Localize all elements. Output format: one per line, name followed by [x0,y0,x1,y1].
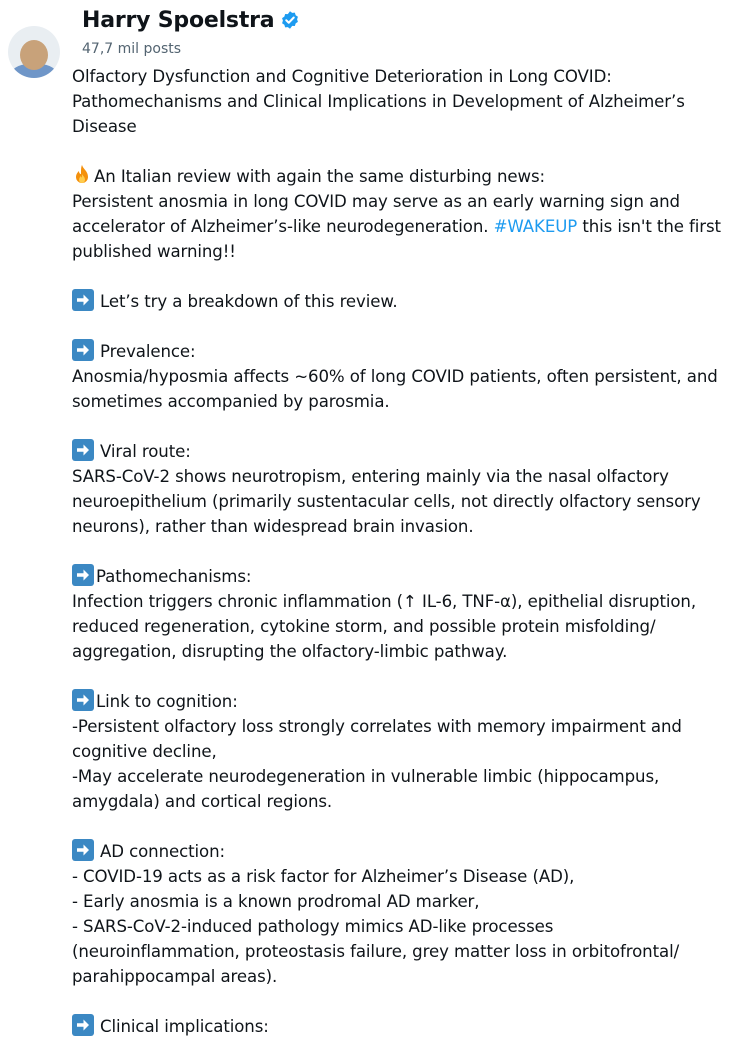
section-line: - SARS-CoV-2-induced pathology mimics AD-like processes [72,917,554,936]
section-line: aggregation, disrupting the olfactory-limbic pathway. [72,642,508,661]
section-heading-text: Prevalence: [100,342,196,361]
section-line: reduced regeneration, cytokine storm, and possible protein misfolding/ [72,617,656,636]
intro-line: published warning!! [72,242,236,261]
section-line: -May accelerate neurodegeneration in vulnerable limbic (hippocampus, [72,767,660,786]
post-title-line: Olfactory Dysfunction and Cognitive Deterioration in Long COVID: [72,67,612,86]
section-line: neurons), rather than widespread brain invasion. [72,517,474,536]
arrow-right-icon [72,839,94,861]
post-title-line: Pathomechanisms and Clinical Implications in Development of Alzheimer’s [72,92,685,111]
section-heading-text: Clinical implications: [100,1017,269,1036]
section-line: neuroepithelium (primarily sustentacular cells, not directly olfactory sensory [72,492,701,511]
post-intro [72,164,742,264]
section-line: -Persistent olfactory loss strongly correlates with memory impairment and [72,717,682,736]
section-heading-text: Viral route: [100,442,191,461]
verified-badge-icon[interactable] [280,10,300,30]
section-heading [72,339,742,364]
arrow-right-icon [72,439,94,461]
arrow-right-icon [72,564,94,586]
intro-line-text: accelerator of Alzheimer’s-like neurodegeneration. [72,217,494,236]
breakdown-paragraph [72,289,742,314]
section-pathomechanisms [72,564,742,664]
profile-header [0,0,754,66]
section-prevalence [72,339,742,414]
section-ad-connection [72,839,742,989]
intro-line [72,214,742,239]
arrow-right-icon [72,689,94,711]
intro-line-text: this isn't the first [577,217,721,236]
profile-name[interactable]: Harry Spoelstra [82,7,275,33]
section-heading-text: Pathomechanisms: [96,567,252,586]
section-line: - Early anosmia is a known prodromal AD marker, [72,892,480,911]
section-line: cognitive decline, [72,742,217,761]
section-clinical-implications [72,1014,742,1039]
section-line: - COVID-19 acts as a risk factor for Alzheimer’s Disease (AD), [72,867,575,886]
section-line: amygdala) and cortical regions. [72,792,333,811]
hashtag-link[interactable]: #WAKEUP [493,217,578,236]
breakdown-line [72,289,742,314]
section-line: parahippocampal areas). [72,967,278,986]
avatar-face [20,40,48,70]
section-line: SARS-CoV-2 shows neurotropism, entering mainly via the nasal olfactory [72,467,669,486]
arrow-right-icon [72,289,94,311]
intro-line-text: An Italian review with again the same disturbing news: [94,167,546,186]
section-line: sometimes accompanied by parosmia. [72,392,390,411]
post-title [72,64,742,139]
section-heading-text: AD connection: [100,842,226,861]
section-heading-text: Link to cognition: [96,692,238,711]
post-title-line: Disease [72,117,137,136]
section-viral-route [72,439,742,539]
section-heading [72,439,742,464]
section-heading [72,689,742,714]
breakdown-text: Let’s try a breakdown of this review. [100,292,398,311]
intro-line [72,164,742,189]
fire-icon [72,164,92,186]
section-heading [72,564,742,589]
section-heading [72,1014,742,1039]
section-line: Anosmia/hyposmia affects ~60% of long COVID patients, often persistent, and [72,367,718,386]
avatar[interactable] [8,26,60,78]
intro-line: Persistent anosmia in long COVID may serve as an early warning sign and [72,192,680,211]
post-text [72,64,742,1064]
section-link-to-cognition [72,689,742,814]
section-line: Infection triggers chronic inflammation (↑ IL-6, TNF-α), epithelial disruption, [72,592,696,611]
arrow-right-icon [72,1014,94,1036]
arrow-right-icon [72,339,94,361]
section-line: (neuroinflammation, proteostasis failure, grey matter loss in orbitofrontal/ [72,942,680,961]
name-row [82,4,300,36]
post-count: 47,7 mil posts [82,41,182,57]
section-heading [72,839,742,864]
